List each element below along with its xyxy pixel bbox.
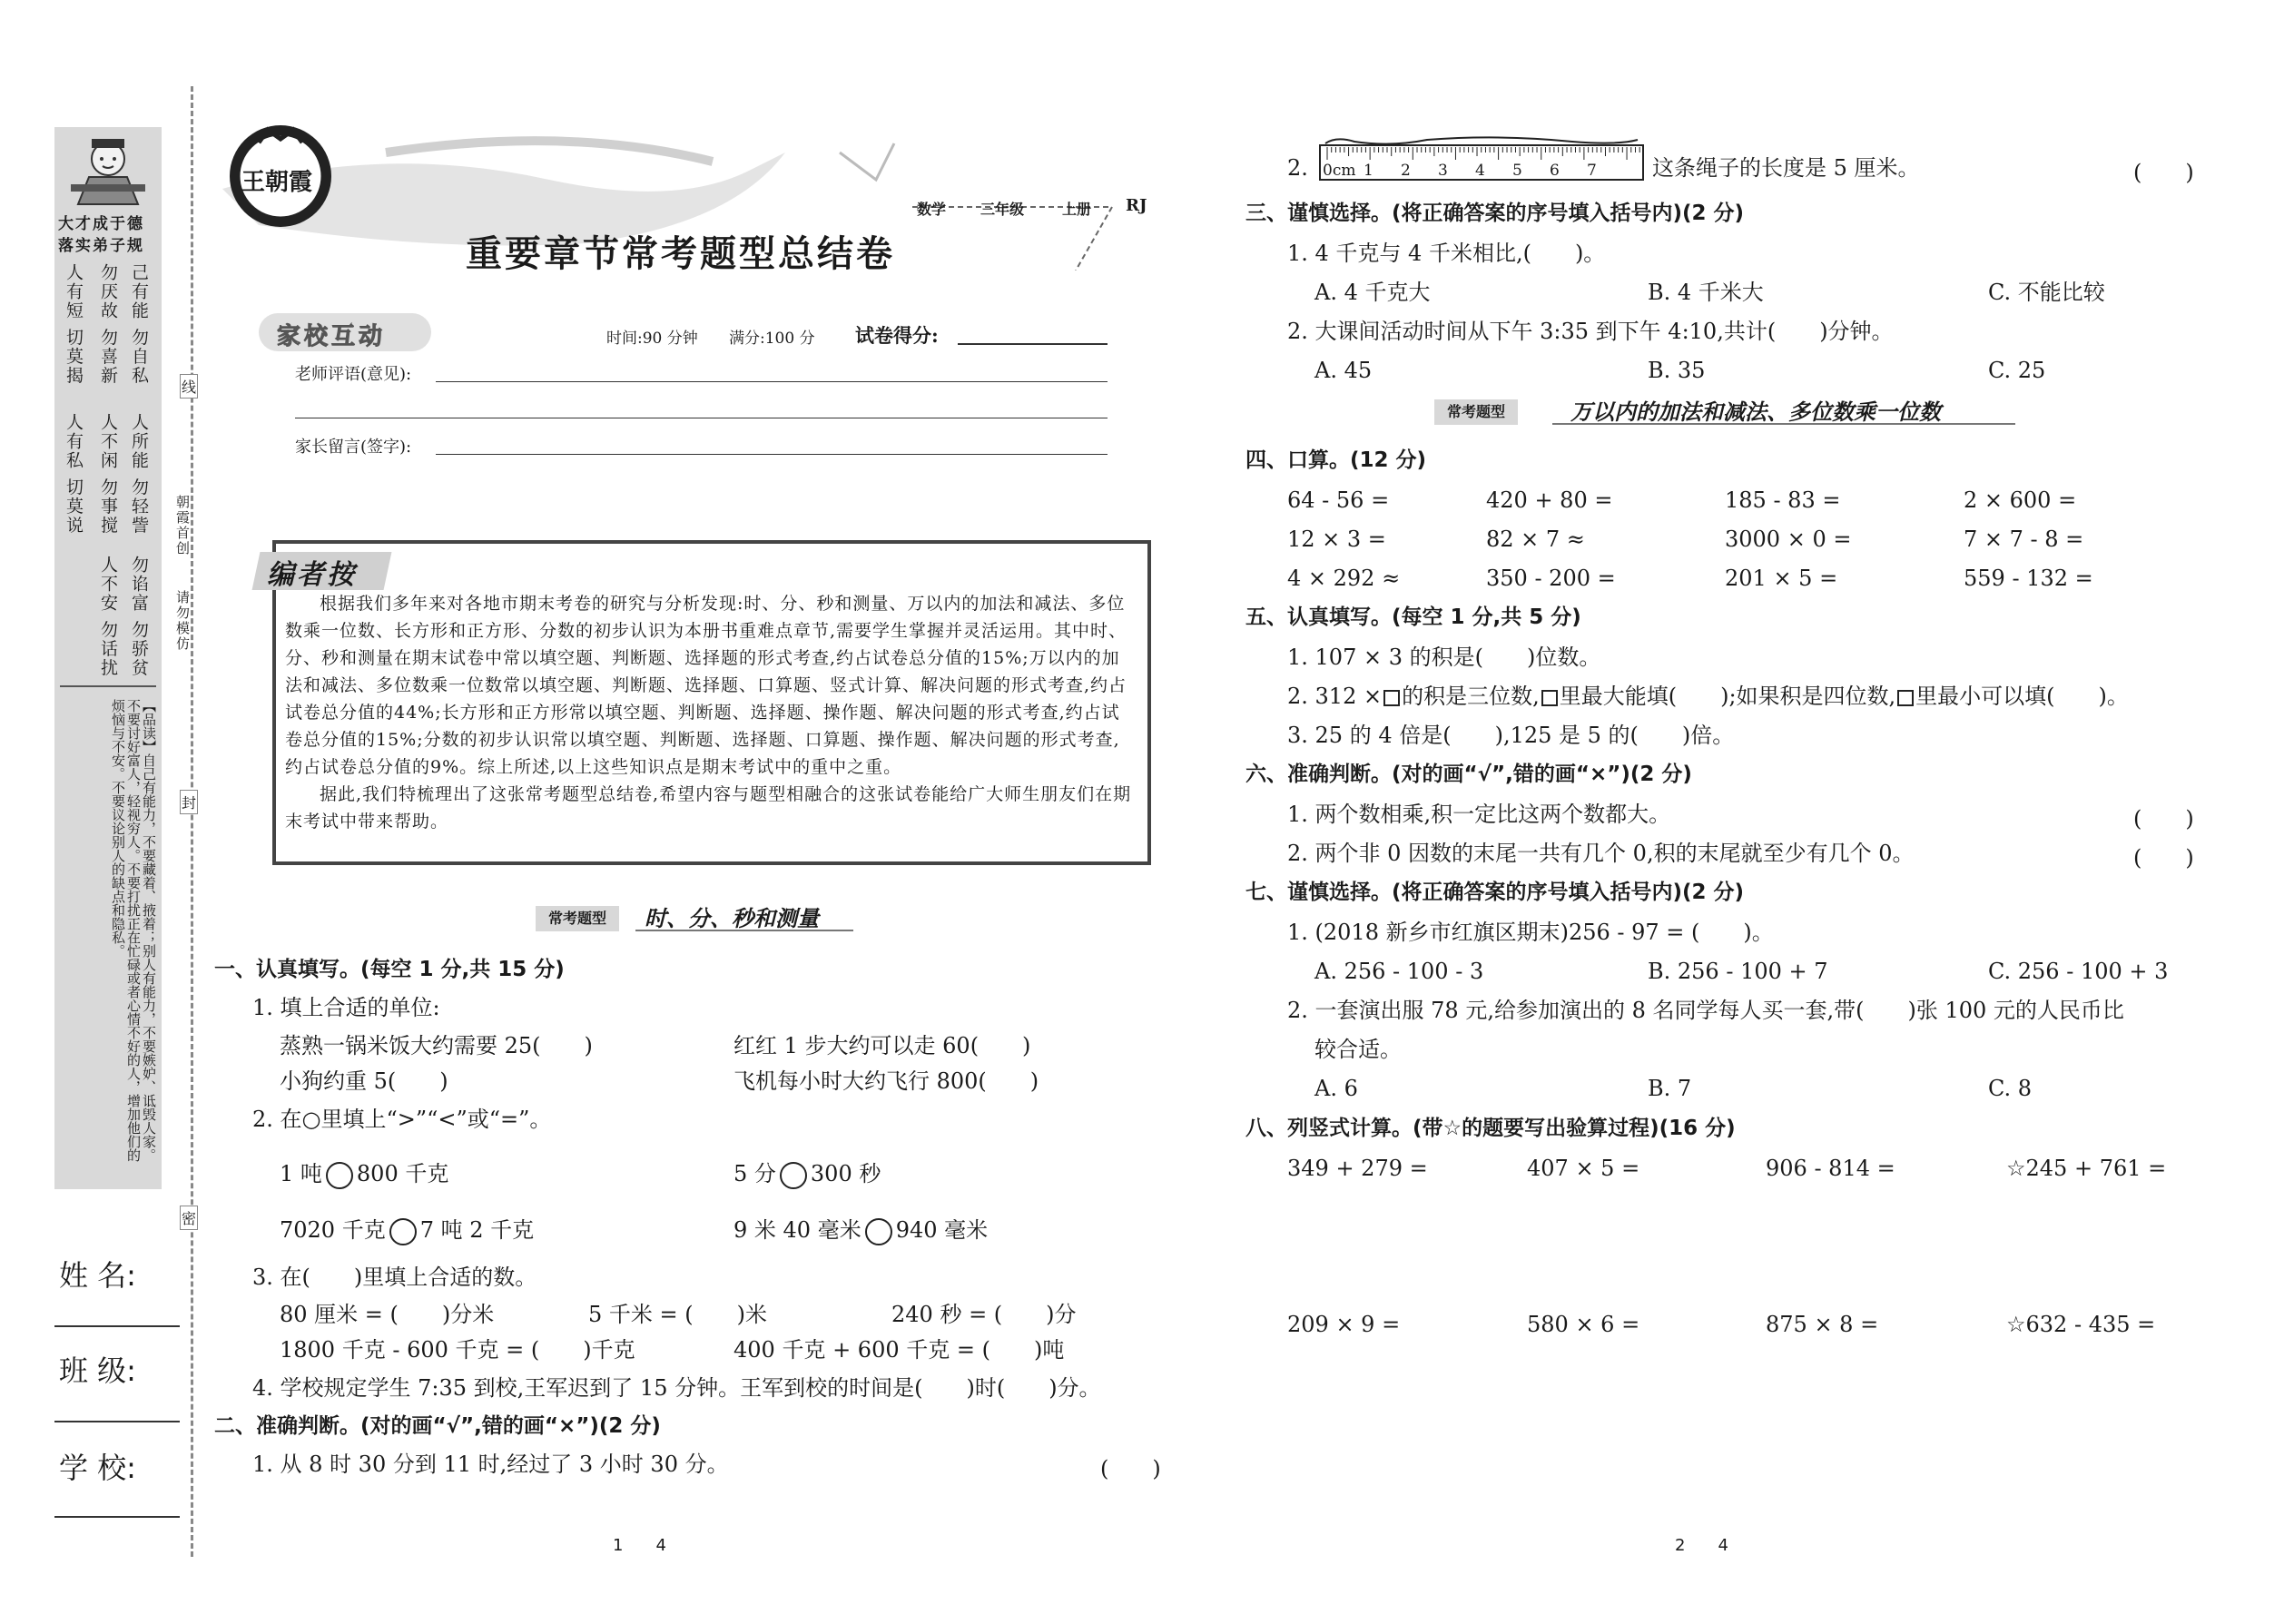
section-7-heading: 七、谨慎选择。(将正确答案的序号填入括号内)(2 分) xyxy=(1245,881,1745,904)
q1b: 红红 1 步大约可以走 60( ) xyxy=(733,1033,1031,1058)
vertical-calc-1-4: ☆245 + 761 = xyxy=(2006,1156,2167,1181)
section-2-heading: 二、准确判断。(对的画“√”,错的画“×”)(2 分) xyxy=(214,1414,661,1438)
q3c: 240 秒 = ( )分 xyxy=(891,1302,1077,1327)
mascot-icon xyxy=(62,132,154,209)
cut-mark-3: 密 xyxy=(180,1206,198,1230)
motto-col-3: 勿谄富 勿骄贫 xyxy=(129,556,149,678)
oral-3-4: 559 - 132 = xyxy=(1964,566,2093,591)
s7-q2-line-1: 2. 一套演出服 78 元,给参加演出的 8 名同学每人买一套,带( )张 100 元的人民币比 xyxy=(1287,998,2124,1023)
answer-paren-s6q2[interactable]: ( ) xyxy=(2133,845,2194,871)
s5-q1: 1. 107 × 3 的积是( )位数。 xyxy=(1287,645,1601,670)
teacher-comment-field[interactable] xyxy=(436,381,1108,382)
q3e: 400 千克 + 600 千克 = ( )吨 xyxy=(733,1337,1065,1363)
s5-q2 xyxy=(1287,683,2129,710)
oral-2-2: 82 × 7 ≈ xyxy=(1486,527,1585,552)
s6-q1: 1. 两个数相乘,积一定比这两个数都大。 xyxy=(1287,802,1671,827)
ruler-label-0: 0cm xyxy=(1323,162,1356,180)
motto-col-4: 勿厌故 勿喜新 xyxy=(98,263,118,386)
ruler-label-2: 2 xyxy=(1401,162,1411,180)
category-tag-1: 常考题型 xyxy=(536,906,619,931)
vertical-calc-2-1: 209 × 9 = xyxy=(1287,1312,1401,1337)
home-school-label: 家校互动 xyxy=(277,323,387,350)
q2a xyxy=(280,1160,448,1189)
q2a-right: 800 千克 xyxy=(356,1161,449,1186)
edition-tag: RJ xyxy=(1126,196,1147,215)
answer-paren-s2q1[interactable]: ( ) xyxy=(1100,1456,1161,1481)
page-title: 重要章节常考题型总结卷 xyxy=(466,232,895,275)
cut-line xyxy=(191,86,193,1557)
s5-q2-part-c: 里最大能填( );如果积是四位数, xyxy=(1559,684,1896,709)
category-banner-1 xyxy=(536,906,853,931)
s7-q2-line-2: 较合适。 xyxy=(1314,1037,1402,1062)
ruler-label-5: 5 xyxy=(1512,162,1522,180)
s5-q2-part-d: 里最小可以填( )。 xyxy=(1915,684,2129,709)
oral-3-3: 201 × 5 = xyxy=(1725,566,1838,591)
motto-header-1: 大才成于德 xyxy=(58,215,144,233)
q1c: 小狗约重 5( ) xyxy=(280,1068,448,1094)
motto-divider xyxy=(60,685,156,687)
oral-1-4: 2 × 600 = xyxy=(1964,487,2077,513)
motto-col-2: 人所能 勿轻訾 xyxy=(129,413,149,536)
q4: 4. 学校规定学生 7:35 到校,王军迟到了 15 分钟。王军到校的时间是( )时( )分。 xyxy=(252,1375,1101,1401)
s5-q3: 3. 25 的 4 倍是( ),125 是 5 的( )倍。 xyxy=(1287,723,1735,748)
category-title-1: 时、分、秒和测量 xyxy=(645,906,819,931)
section-1-heading: 一、认真填写。(每空 1 分,共 15 分) xyxy=(214,958,565,981)
page-number-right: 2 4 xyxy=(1675,1536,1728,1555)
parent-comment-field[interactable] xyxy=(436,454,1108,455)
oral-1-2: 420 + 80 = xyxy=(1486,487,1613,513)
answer-paren-ruler[interactable]: ( ) xyxy=(2133,160,2194,185)
class-field[interactable] xyxy=(54,1421,180,1422)
ruler-label-4: 4 xyxy=(1475,162,1485,180)
logo-text: 王朝霞 xyxy=(241,169,313,196)
q1-prompt: 1. 填上合适的单位: xyxy=(252,995,440,1020)
compare-circle-4[interactable] xyxy=(865,1218,892,1245)
term-tag: 上册 xyxy=(1062,201,1092,218)
vertical-calc-2-2: 580 × 6 = xyxy=(1527,1312,1640,1337)
ruler-label-3: 3 xyxy=(1438,162,1448,180)
vertical-calc-2-4: ☆632 - 435 = xyxy=(2006,1312,2156,1337)
blank-box-1[interactable] xyxy=(1383,690,1400,706)
school-label: 学 校: xyxy=(59,1451,136,1485)
answer-paren-s6q1[interactable]: ( ) xyxy=(2133,806,2194,832)
s5-q2-part-a: 2. 312 × xyxy=(1287,684,1383,709)
compare-circle-2[interactable] xyxy=(780,1162,807,1189)
vertical-calc-2-3: 875 × 8 = xyxy=(1766,1312,1879,1337)
motto-header-2: 落实弟子规 xyxy=(58,237,144,255)
vertical-calc-1-2: 407 × 5 = xyxy=(1527,1156,1640,1181)
oral-2-3: 3000 × 0 = xyxy=(1725,527,1852,552)
s3-q2-opt-b[interactable]: B. 35 xyxy=(1648,358,1706,383)
oral-1-1: 64 - 56 = xyxy=(1287,487,1390,513)
q2-prompt: 2. 在○里填上“>”“<”或“=”。 xyxy=(252,1107,552,1132)
copyright-1: 朝霞首创 xyxy=(174,495,191,556)
oral-2-1: 12 × 3 = xyxy=(1287,527,1386,552)
s7-q1: 1. (2018 新乡市红旗区期末)256 - 97 = ( )。 xyxy=(1287,920,1774,945)
full-score: 满分:100 分 xyxy=(729,330,815,348)
blank-box-2[interactable] xyxy=(1541,690,1558,706)
section-4-heading: 四、口算。(12 分) xyxy=(1245,448,1427,472)
q3-prompt: 3. 在( )里填上合适的数。 xyxy=(252,1265,537,1290)
motto-col-1: 己有能 勿自私 xyxy=(129,263,149,386)
oral-3-1: 4 × 292 ≈ xyxy=(1287,566,1401,591)
s7-q2-opt-a[interactable]: A. 6 xyxy=(1314,1076,1358,1101)
s3-q1-opt-a[interactable]: A. 4 千克大 xyxy=(1314,280,1431,305)
teacher-comment-label: 老师评语(意见): xyxy=(295,365,412,384)
school-field[interactable] xyxy=(54,1516,180,1518)
grade-tag: 三年级 xyxy=(980,201,1025,218)
motto-col-7: 人有短 切莫揭 xyxy=(64,263,84,386)
q3d: 1800 千克 - 600 千克 = ( )千克 xyxy=(280,1337,635,1363)
motto-col-6: 人不安 勿话扰 xyxy=(98,556,118,678)
name-label: 姓 名: xyxy=(59,1258,136,1293)
motto-col-8: 人有私 切莫说 xyxy=(64,413,84,536)
ruler-q-num: 2. xyxy=(1287,155,1308,181)
category-banner-2 xyxy=(1434,399,2015,425)
s6-q2: 2. 两个非 0 因数的末尾一共有几个 0,积的末尾就至少有几个 0。 xyxy=(1287,841,1915,866)
score-field[interactable] xyxy=(958,343,1108,345)
subject-tag: 数学 xyxy=(917,201,947,218)
oral-2-4: 7 × 7 - 8 = xyxy=(1964,527,2084,552)
compare-circle-3[interactable] xyxy=(389,1218,417,1245)
q2c xyxy=(280,1216,534,1245)
s7-q2-opt-c[interactable]: C. 8 xyxy=(1988,1076,2033,1101)
s5-q2-part-b: 的积是三位数, xyxy=(1402,684,1540,709)
vertical-calc-1-3: 906 - 814 = xyxy=(1766,1156,1895,1181)
sidebar-reading: 【品读】自己有能力，不要藏着、掖着；别人有能力，不要嫉妒、诋毁人家。不要讨好富人，轻视穷人。不要打扰正在忙碌或者心情不好的人，增加他们的烦恼与不安。不要议论别人的缺点和隐私。 xyxy=(110,699,157,1162)
section-5-heading: 五、认真填写。(每空 1 分,共 5 分) xyxy=(1245,605,1581,629)
name-field[interactable] xyxy=(54,1325,180,1327)
exam-time: 时间:90 分钟 xyxy=(606,330,698,348)
motto-col-5: 人不闲 勿事搅 xyxy=(98,413,118,536)
s3-q1-opt-b[interactable]: B. 4 千米大 xyxy=(1648,280,1764,305)
q3a: 80 厘米 = ( )分米 xyxy=(280,1302,495,1327)
s3-q2-opt-a[interactable]: A. 45 xyxy=(1314,358,1373,383)
arrow-icon-2 xyxy=(1552,423,2015,425)
blank-box-3[interactable] xyxy=(1897,690,1914,706)
q2d-left: 9 米 40 毫米 xyxy=(733,1217,861,1243)
q2a-left: 1 吨 xyxy=(280,1161,322,1186)
s7-q1-opt-c[interactable]: C. 256 - 100 + 3 xyxy=(1988,959,2169,984)
q1d: 飞机每小时大约飞行 800( ) xyxy=(733,1068,1039,1094)
editor-note-tag: 编者按 xyxy=(267,559,357,591)
q2b-right: 300 秒 xyxy=(810,1161,881,1186)
q3b: 5 千米 = ( )米 xyxy=(588,1302,767,1327)
oral-3-2: 350 - 200 = xyxy=(1486,566,1616,591)
copyright-2: 请勿模仿 xyxy=(174,590,191,652)
q2b xyxy=(733,1160,881,1189)
section-6-heading: 六、准确判断。(对的画“√”,错的画“×”)(2 分) xyxy=(1245,763,1692,786)
s7-q1-opt-a[interactable]: A. 256 - 100 - 3 xyxy=(1314,959,1484,984)
s7-q1-opt-b[interactable]: B. 256 - 100 + 7 xyxy=(1648,959,1828,984)
s7-q2-opt-b[interactable]: B. 7 xyxy=(1648,1076,1692,1101)
ruler-statement: 这条绳子的长度是 5 厘米。 xyxy=(1652,155,1920,181)
oral-1-3: 185 - 83 = xyxy=(1725,487,1841,513)
s3-q2-opt-c[interactable]: C. 25 xyxy=(1988,358,2046,383)
page-number-left: 1 4 xyxy=(613,1536,666,1555)
q2d-right: 940 毫米 xyxy=(895,1217,989,1243)
s3-q1: 1. 4 千克与 4 千米相比,( )。 xyxy=(1287,241,1606,266)
section-3-heading: 三、谨慎选择。(将正确答案的序号填入括号内)(2 分) xyxy=(1245,202,1745,225)
compare-circle-1[interactable] xyxy=(326,1162,353,1189)
editor-note-para-2: 据此,我们特梳理出了这张常考题型总结卷,希望内容与题型相融合的这张试卷能给广大师生朋友们在期末考试中带来帮助。 xyxy=(285,784,1132,832)
s3-q2: 2. 大课间活动时间从下午 3:35 到下午 4:10,共计( )分钟。 xyxy=(1287,319,1894,344)
q2c-right: 7 吨 2 千克 xyxy=(419,1217,535,1243)
s2-q1: 1. 从 8 时 30 分到 11 时,经过了 3 小时 30 分。 xyxy=(252,1452,729,1477)
q2b-left: 5 分 xyxy=(733,1161,776,1186)
cut-mark-1: 线 xyxy=(180,374,198,399)
category-tag-2: 常考题型 xyxy=(1434,399,1518,425)
q1a: 蒸熟一锅米饭大约需要 25( ) xyxy=(280,1033,593,1058)
q2d xyxy=(733,1216,988,1245)
cut-mark-2: 封 xyxy=(180,790,198,814)
parent-comment-label: 家长留言(签字): xyxy=(295,438,412,457)
arrow-icon xyxy=(635,930,853,931)
s3-q1-opt-c[interactable]: C. 不能比较 xyxy=(1988,280,2105,305)
q2c-left: 7020 千克 xyxy=(280,1217,386,1243)
ruler-label-7: 7 xyxy=(1587,162,1597,180)
class-label: 班 级: xyxy=(59,1353,136,1388)
editor-note-para-1: 根据我们多年来对各地市期末考卷的研究与分析发现:时、分、秒和测量、万以内的加法和减法、多位数乘一位数、长方形和正方形、分数的初步认识为本册书重难点章节,需要学生掌握并灵活运用。其中时、分、秒和测量在期末试卷中常以填空题、判断题、选择题的形式考查,约占试卷总分值的15%;万以内的加法和减法、多位数乘一位数常以填空题、判断题、选择题、口算题、竖式计算、解决问题的形式考查,约占试卷总分值的44%;长方形和正方形常以填空题、判断题、选择题、操作题、解决问题的形式考查,约占试卷总分值的15%;分数的初步认识常以填空题、判断题、选择题、口算题、操作题、解决问题的形式考查,约占试卷总分值的9%。综上所述,以上这些知识点是期末考试中的重中之重。 xyxy=(285,594,1127,777)
score-label: 试卷得分: xyxy=(855,324,939,347)
ruler-label-1: 1 xyxy=(1364,162,1373,180)
section-8-heading: 八、列竖式计算。(带☆的题要写出验算过程)(16 分) xyxy=(1245,1117,1736,1140)
category-title-2: 万以内的加法和减法、多位数乘一位数 xyxy=(1570,399,1941,425)
vertical-calc-1-1: 349 + 279 = xyxy=(1287,1156,1428,1181)
ruler-label-6: 6 xyxy=(1550,162,1560,180)
editor-note-text xyxy=(285,590,1134,835)
